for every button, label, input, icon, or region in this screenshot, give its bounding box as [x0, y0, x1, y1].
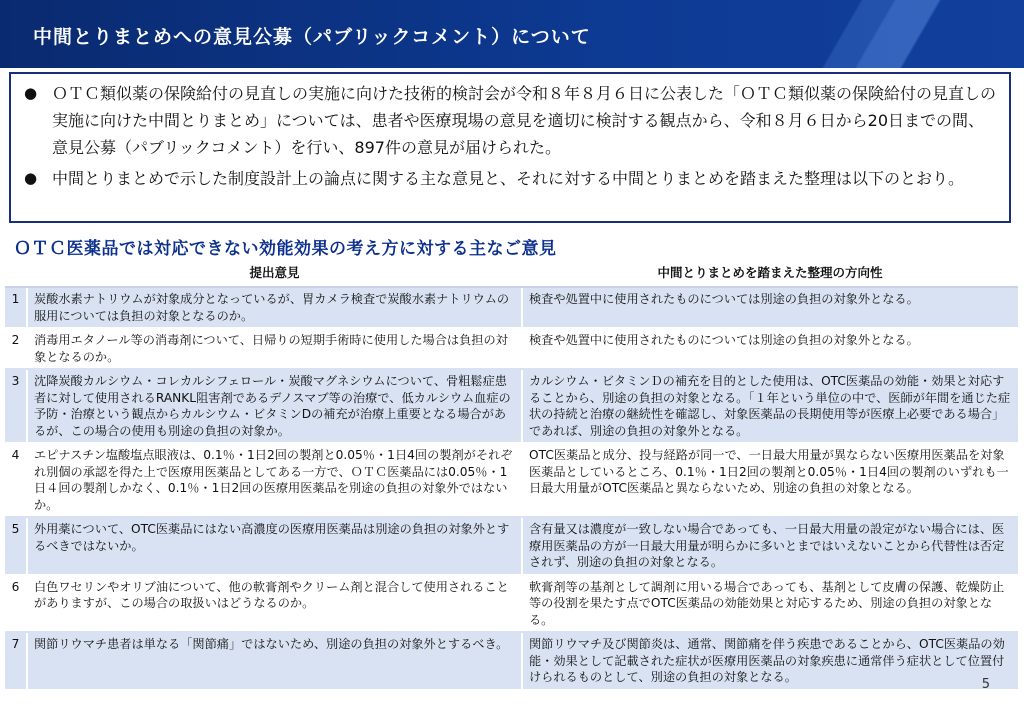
- section-title: ＯＴＣ医薬品では対応できない効能効果の考え方に対する主なご意見: [14, 239, 557, 259]
- summary-bullet-text: 中間とりまとめで示した制度設計上の論点に関する主な意見と、それに対する中間とりまとめを踏まえた整理は以下のとおり。: [52, 169, 965, 188]
- page-number: 5: [981, 677, 990, 692]
- row-opinion: エピナスチン塩酸塩点眼液は、0.1％・1日2回の製剤と0.05％・1日4回の製剤がそれぞれ別個の承認を得た上で医療用医薬品としてある一方で、ＯＴＣ医薬品には0.05％・1日４回の製剤しかなく、0.1％・1日2回の医療用医薬品を別途の負担の対象外ではないか。: [27, 443, 522, 517]
- opinions-table: [5, 260, 1018, 691]
- row-opinion: 関節リウマチ患者は単なる「関節痛」ではないため、別途の負担の対象外とするべき。: [27, 632, 522, 690]
- row-number: 7: [5, 632, 27, 690]
- row-direction: OTC医薬品と成分、投与経路が同一で、一日最大用量が異ならない医療用医薬品を対象医薬品としているところ、0.1％・1日2回の製剤と0.05％・1日4回の製剤のいずれも一日最大用量がOTC医薬品と異ならないため、別途の負担の対象となる。: [522, 443, 1018, 517]
- table-row: [5, 369, 1018, 443]
- summary-bullet: [21, 80, 999, 161]
- row-direction: 軟膏剤等の基剤として調剤に用いる場合であっても、基剤として皮膚の保護、乾燥防止等の役割を果たす点でOTC医薬品の効能効果と対応するため、別途の負担の対象となる。: [522, 575, 1018, 633]
- row-opinion: 炭酸水素ナトリウムが対象成分となっているが、胃カメラ検査で炭酸水素ナトリウムの服用については負担の対象となるのか。: [27, 287, 522, 328]
- page-title: 中間とりまとめへの意見公募（パブリックコメント）について: [33, 26, 591, 48]
- row-opinion: 消毒用エタノール等の消毒剤について、日帰りの短期手術時に使用した場合は負担の対象となるのか。: [27, 328, 522, 369]
- row-number: 6: [5, 575, 27, 633]
- row-direction: 含有量又は濃度が一致しない場合であっても、一日最大用量の設定がない場合には、医療用医薬品の方が一日最大用量が明らかに多いとまではいえないことから代替性は否定されず、別途の負担の対象となる。: [522, 517, 1018, 575]
- row-number: 1: [5, 287, 27, 328]
- table-row: [5, 443, 1018, 517]
- header-opinion: 提出意見: [27, 260, 522, 287]
- row-direction: 検査や処置中に使用されたものについては別途の負担の対象外となる。: [522, 328, 1018, 369]
- row-direction: 検査や処置中に使用されたものについては別途の負担の対象外となる。: [522, 287, 1018, 328]
- header-decoration: [774, 0, 1024, 68]
- row-opinion: 外用薬について、OTC医薬品にはない高濃度の医療用医薬品は別途の負担の対象外とするべきではないか。: [27, 517, 522, 575]
- table-row: [5, 575, 1018, 633]
- page-header: [0, 0, 1024, 68]
- table-header-row: [5, 260, 1018, 287]
- row-number: 4: [5, 443, 27, 517]
- table-row: [5, 328, 1018, 369]
- row-number: 2: [5, 328, 27, 369]
- bullet-icon: ●: [24, 84, 38, 102]
- header-no: [5, 260, 27, 287]
- row-number: 5: [5, 517, 27, 575]
- row-direction: カルシウム・ビタミンＤの補充を目的とした使用は、OTC医薬品の効能・効果と対応することから、別途の負担の対象となる。「１年という単位の中で、医師が年間を通じた症状の持続と治療の継続性を確認し、対象医薬品の長期使用等が医療上必要である場合」であれば、別途の負担の対象外となる。: [522, 369, 1018, 443]
- table-row: [5, 517, 1018, 575]
- row-direction: 関節リウマチ及び関節炎は、通常、関節痛を伴う疾患であることから、OTC医薬品の効能・効果として記載された症状が医療用医薬品の対象疾患に通常伴う症状として位置付けられるものとして、別途の負担の対象となる。: [522, 632, 1018, 690]
- row-number: 3: [5, 369, 27, 443]
- summary-bullet: [21, 165, 999, 192]
- table-row: [5, 632, 1018, 690]
- row-opinion: 白色ワセリンやオリブ油について、他の軟膏剤やクリーム剤と混合して使用されることがありますが、この場合の取扱いはどうなるのか。: [27, 575, 522, 633]
- summary-bullet-text: ＯＴＣ類似薬の保険給付の見直しの実施に向けた技術的検討会が令和８年８月６日に公表した「ＯＴＣ類似薬の保険給付の見直しの実施に向けた中間とりまとめ」については、患者や医療現場の意見を適切に検討する観点から、令和８月６日から20日までの間、意見公募（パブリックコメント）を行い、897件の意見が届けられた。: [52, 84, 997, 157]
- bullet-icon: ●: [24, 169, 38, 187]
- header-direction: 中間とりまとめを踏まえた整理の方向性: [522, 260, 1018, 287]
- summary-box: [9, 72, 1011, 223]
- table-row: [5, 287, 1018, 328]
- row-opinion: 沈降炭酸カルシウム・コレカルシフェロール・炭酸マグネシウムについて、骨粗鬆症患者に対して使用されるRANKL阻害剤であるデノスマブ等の治療で、低カルシウム血症の予防・治療という観点からカルシウム・ビタミンDの補充が治療上重要となる場合があるが、この場合の使用も別途の負担の対象か。: [27, 369, 522, 443]
